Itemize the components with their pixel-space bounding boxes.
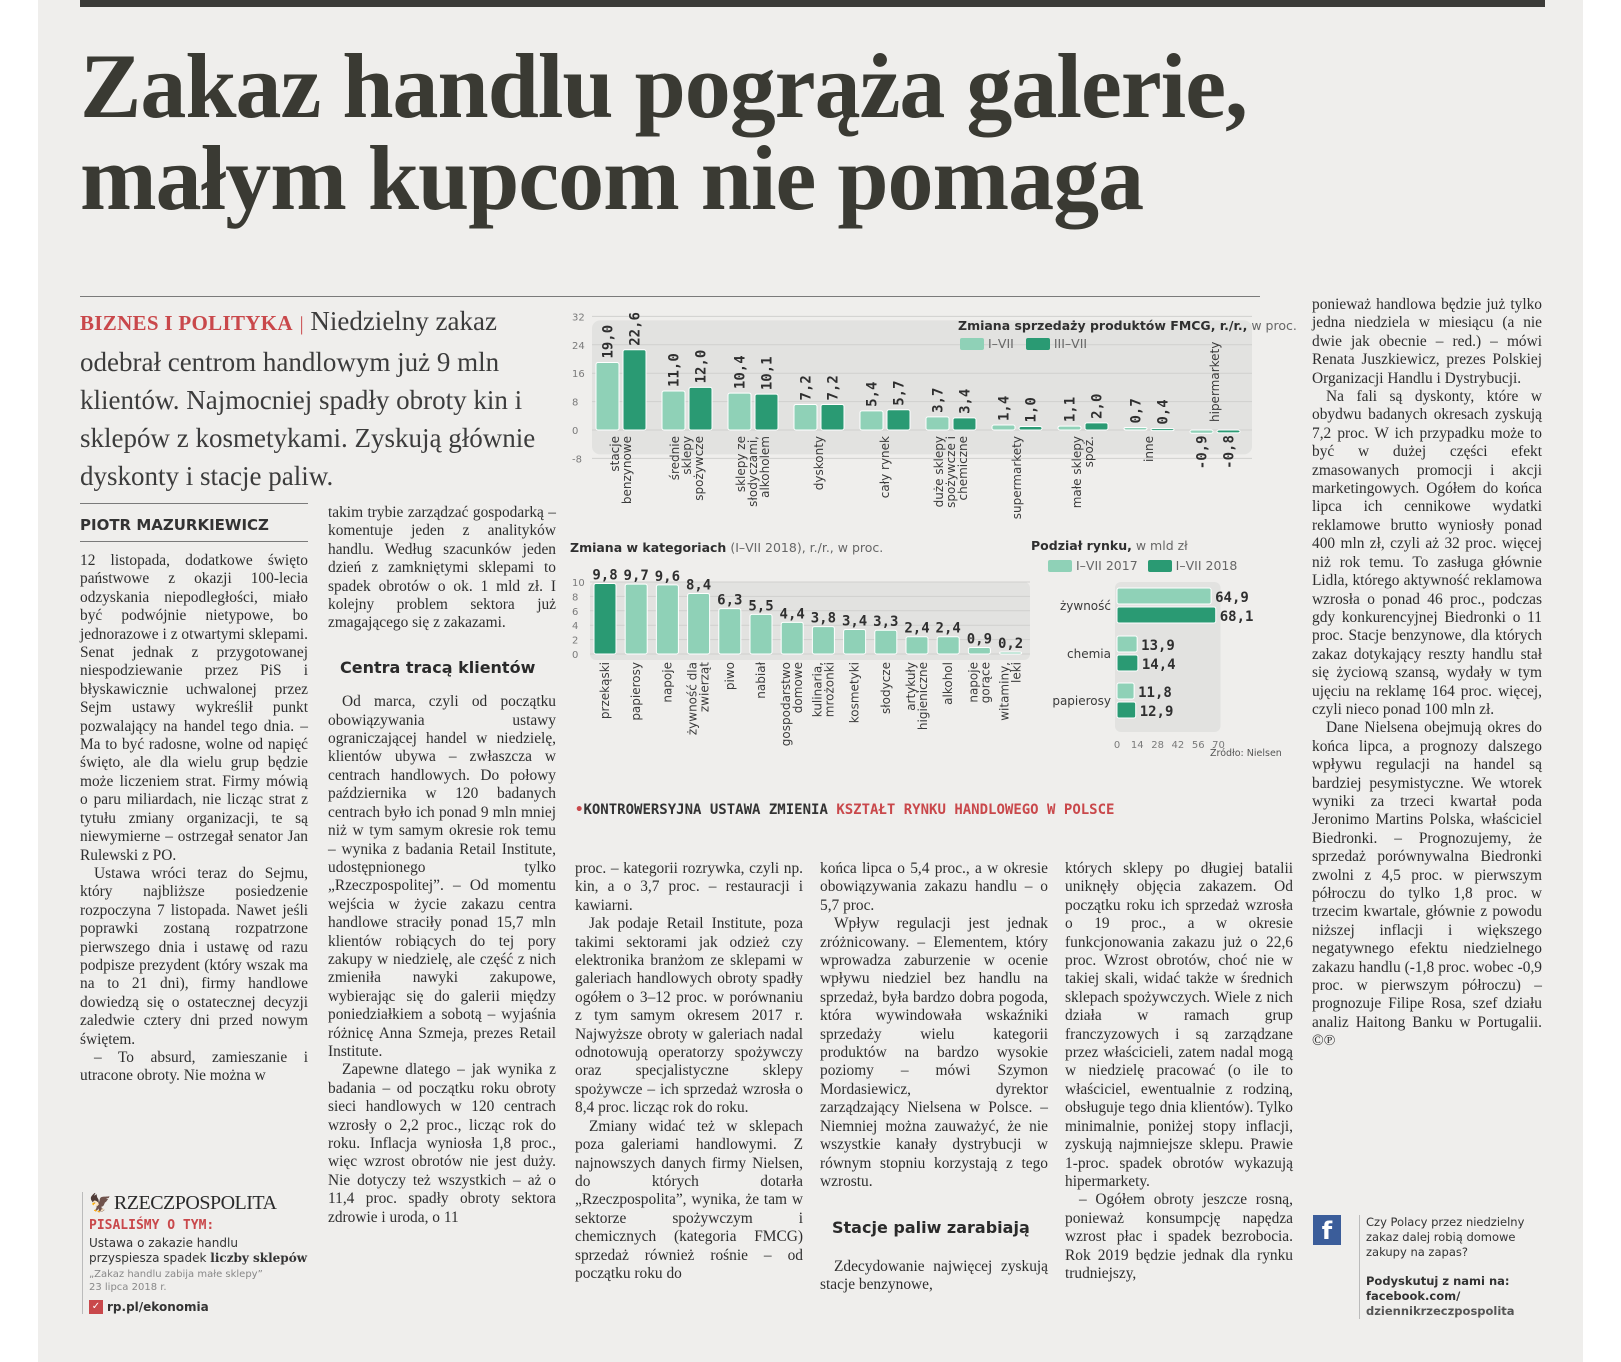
fmcg-legend (960, 336, 1087, 351)
promo-quote: „Zakaz handlu zabija małe sklepy” (89, 1269, 263, 1280)
x-tick-label: 0 (1113, 740, 1121, 751)
category-label: żywność dla (685, 662, 700, 736)
bar (594, 583, 616, 654)
bar (656, 585, 678, 654)
category-label: witaminy, (997, 662, 1012, 721)
bar-value-label: 3,7 (930, 387, 947, 413)
section-kicker: BIZNES I POLITYKA (80, 311, 293, 335)
facebook-question: Czy Polacy przez niedzielny zakaz dalej robią domowe zakupy na zapas? (1366, 1215, 1525, 1259)
legend-label: I–VII (988, 336, 1014, 351)
chart-source: Źródło: Nielsen (1210, 748, 1282, 759)
facebook-icon[interactable]: f (1313, 1215, 1341, 1245)
bar-value-label: 11,0 (666, 353, 683, 387)
bar (719, 609, 741, 654)
y-tick-label: 4 (572, 621, 579, 633)
bar-value-label: 22,6 (627, 312, 644, 346)
bar (906, 637, 928, 654)
legend-item (1148, 558, 1238, 573)
category-label: chemiczne (956, 436, 970, 501)
bar-i-vii (794, 404, 817, 430)
paragraph: Zmiany widać też w sklepach poza galeriami handlowymi. Z najnowszych danych firmy Nielsen, do których dotarła „Rzeczpospolita”, wynika, że tam w sektorze spożywczym i chemicznych (kategoria FMCG) sprzedaż również rośnie – od początku roku do (575, 1117, 803, 1282)
category-label: papierosy (629, 662, 644, 721)
market-legend (1048, 558, 1237, 573)
author-byline: PIOTR MAZURKIEWICZ (80, 516, 269, 534)
bar-value-label: 8,4 (685, 577, 712, 594)
promo-label: PISALIŚMY O TYM: (89, 1218, 215, 1233)
article-lead (80, 302, 555, 495)
paragraph: takim trybie zarządzać gospodarką – komentuje jeden z analityków handlu. Według szacunków jeden dzień z zamkniętymi sklepami to spadek obrotów o ok. 1 mld zł. I kolejny problem sektora już zmagającego się z zakazami. (328, 504, 556, 632)
category-label: słodyczami, (746, 436, 760, 507)
bar-value-label: 2,0 (1089, 393, 1106, 419)
paragraph: 12 listopada, dodatkowe święto państwowe z okazji 100-lecia odzyskania niepodległości, miało być podwójnie nietypowe, bo jednorazowe i z otwartymi sklepami. Senat jednak z przygotowanej niespodziewanie przez PiS i błyskawicznie uchwalonej przez Sejm ustawy wykreślił punkt pozwalający na handel tego dnia. – Ma to być radosne, wolne od napięć święto, ale dla wielu grup będzie może liczeniem strat. Firmy mówią o paru miliardach, nie licząc strat z tytułu zmiany organizacji, te są niewymierne – ostrzegał senator Jan Rulewski z PO. (80, 552, 308, 864)
headline-line-2: małym kupcom nie pomaga (80, 127, 1144, 229)
banner-part-1: KONTROWERSYJNA USTAWA ZMIENIA (583, 802, 828, 818)
category-label: piwo (722, 662, 737, 691)
paragraph: Jak podaje Retail Institute, poza takimi sektorami jak odzież czy elektronika branżom ze sklepami w galeriach handlowych obroty spadły ogółem o 3–12 proc. w porównaniu z tym samym okresem 2017 r. Najwyższe obroty w galeriach nadal odnotowują operatorzy spożywczy oraz specjalistyczne sklepy spożywcze – ich sprzedaż wzrosła o 8,4 proc. licząc rok do roku. (575, 915, 803, 1117)
bar (781, 622, 803, 654)
paragraph: Od marca, czyli od początku obowiązywania ustawy ograniczającej handel w niedzielę, klientów ubywa – zwłaszcza w centrach handlowych. Do połowy października w 120 badanych centrach było ich ponad 9 mln mniej niż w tym samym okresie rok temu – wynika z badania Retail Institute, udostępnionego tylko „Rzeczpospolitej”. – Od momentu wejścia w życie zakazu centra handlowe straciły ponad 15,7 mln klientów robiących do tej pory zakupy w niedzielę, ale część z nich zmieniła nawyki zakupowe, wybierając się do galerii między poniedziałkiem a sobotą – wyjaśnia różnicę Anna Szmeja, prezes Retail Institute. (328, 693, 556, 1060)
lead-top-rule (80, 296, 1260, 297)
category-label: stacje (608, 436, 622, 472)
promo-headline[interactable] (89, 1236, 310, 1266)
category-label: średnie (668, 436, 682, 481)
legend-item (1026, 336, 1087, 351)
y-tick-label: 16 (572, 369, 585, 381)
category-label: napoje (966, 662, 981, 703)
article-column-5 (1065, 860, 1293, 1283)
category-label: słodycze (878, 662, 893, 715)
y-tick-label: 8 (572, 397, 579, 409)
bar-i-vii (1058, 426, 1081, 430)
bar-iii-vii (689, 387, 712, 430)
bar-value-label: 10,4 (732, 355, 749, 390)
bar-value-label: 0,2 (997, 636, 1024, 652)
bar (1000, 652, 1022, 654)
paragraph: końca lipca o 5,4 proc., a w okresie obowiązywania zakazu handlu – o 5,7 proc. (820, 860, 1048, 914)
headline-line-1: Zakaz handlu pogrąża galerie, (80, 35, 1248, 137)
legend-swatch-dark (1026, 338, 1050, 350)
bar-value-label: 3,4 (957, 388, 974, 414)
bar (875, 630, 897, 654)
category-label: spożywcze i (944, 436, 958, 508)
bar-i-vii (926, 417, 949, 430)
bar-2017 (1117, 588, 1211, 604)
paragraph: proc. – kategorii rozrywka, czyli np. kin, a o 3,7 proc. – restauracji i kawiarni. (575, 860, 803, 914)
bar-i-vii (596, 363, 619, 430)
category-label: sklepy (680, 436, 694, 475)
promo-date: 23 lipca 2018 r. (89, 1282, 167, 1293)
categories-chart-title (570, 540, 883, 555)
bar-value-label: 3,3 (873, 614, 899, 631)
bar-value-label: 1,0 (1023, 397, 1040, 423)
bar-2018 (1117, 702, 1136, 718)
market-share-chart (1025, 580, 1265, 755)
bar-iii-vii (1019, 426, 1042, 430)
article-column-1 (80, 552, 308, 1086)
category-label: higieniczne (916, 662, 930, 731)
paragraph: Wpływ regulacji jest jednak zróżnicowany. – Elementem, który wprowadza zaburzenie w ocenie wpływu niedziel bez handlu na sprzedaż, była bardzo dobra pogoda, która wywindowała wskaźniki sprzedaży wielu kategorii produktów na bardzo wysokie poziomy – mówi Szymon Mordasiewicz, dyrektor zarządzający Nielsena w Polsce. – Niemniej można zauważyć, że nie wszystkie kanały dystrybucji w równym stopniu korzystają z tego wzrostu. (820, 915, 1048, 1190)
category-label: leki (1009, 662, 1024, 683)
promo-headline-bold: liczby sklepów (210, 1251, 308, 1265)
bar-i-vii (728, 393, 751, 430)
bar (937, 637, 959, 654)
category-label: cały rynek (878, 436, 892, 499)
fmcg-sales-chart (570, 300, 1290, 540)
bar-value-label: 68,1 (1219, 609, 1254, 625)
y-tick-label: 32 (572, 312, 585, 324)
bar-value-label: 9,8 (592, 567, 618, 584)
legend-label: I–VII 2018 (1175, 558, 1238, 573)
category-label: supermarkety (1010, 436, 1024, 520)
paragraph: Dane Nielsena obejmują okres do końca lipca, a prognozy dalszego wpływu regulacji na handel są bardziej pesymistyczne. We wtorek wyniki za trzeci kwartał poda Jeronimo Martins Polska, właściciel Biedronki. – Prognozujemy, że sprzedaż porównywalna Biedronki zwolni z 4,5 proc. w pierwszym półroczu do tylko 1,8 proc. w trzecim kwartale, głównie z powodu niższej inflacji i większego negatywnego efektu niedzielnego zakazu handlu (-1,8 proc. wobec -0,9 proc. w pierwszym półroczu) – prognozuje Filipe Rosa, szef działu analiz Haitong Banku w Portugalii. ©℗ (1312, 719, 1542, 1050)
bar-value-label: 7,2 (825, 375, 842, 401)
category-label: domowe (791, 662, 806, 714)
category-label: hipermarkety (1208, 341, 1222, 422)
categories-chart (570, 558, 1030, 758)
paragraph: których sklepy po długiej batalii uniknęły objęcia zakazem. Od początku roku ich sprzedaż wzrosła o 19 proc., a w okresie funkcjonowania zakazu już o 22,6 proc. Wzrost obrotów, choć nie w takiej skali, widać także w średnich sklepach spożywczych. Wiele z nich działa w ramach grup franczyzowych i są zarządzane przez właścicieli, zatem nadal mogą w niedzielę pracować (o ile to właściciel, ewentualnie z rodziną, obsługuje tego dnia klientów). Tylko minimalnie, poniżej stopy inflacji, zyskują najmniejsze sklepu. Prawie 1-proc. spadek obrotów wykazują hipermarkety. (1065, 860, 1293, 1190)
bar-value-label: 0,9 (966, 631, 993, 648)
category-label: kosmetyki (847, 662, 862, 724)
bar-iii-vii (1085, 423, 1108, 430)
category-label: duże sklepy (932, 436, 946, 508)
banner-part-2: KSZTAŁT RYNKU HANDLOWEGO W POLSCE (836, 802, 1115, 818)
y-tick-label: 8 (572, 592, 579, 604)
bar-value-label: 64,9 (1215, 590, 1249, 606)
bar-value-label: 11,8 (1138, 685, 1172, 701)
bar-i-vii (992, 425, 1015, 430)
x-tick-label: 42 (1171, 740, 1185, 751)
bar (750, 614, 772, 654)
bar-value-label: 5,4 (864, 381, 881, 407)
charts-infographic (570, 300, 1297, 780)
bar-iii-vii (1151, 429, 1174, 431)
paragraph: – Ogółem obroty jeszcze rosną, ponieważ konsumpcję napędza wzrost płac i spadek bezrobocia. Rok 2019 będzie jednak dla rynku trudniejszy, (1065, 1191, 1293, 1282)
rzeczpospolita-logo (89, 1192, 310, 1215)
bar (968, 648, 990, 654)
bar (844, 630, 866, 654)
facebook-text (1359, 1215, 1543, 1319)
legend-label: I–VII 2017 (1076, 558, 1138, 573)
category-label: inne (1142, 436, 1156, 462)
category-label: spoż. (1082, 436, 1096, 468)
lead-text: Niedzielny zakaz odebrał centrom handlowym już 9 mln klientów. Najmocniej spadły obroty kin i sklepów z kosmetykami. Zyskują głównie dyskonty i stacje paliw. (80, 306, 536, 491)
bar-iii-vii (887, 410, 910, 430)
bar-value-label: 3,4 (841, 613, 868, 630)
category-label: alkoholem (758, 436, 772, 498)
y-tick-label: -8 (572, 454, 582, 466)
category-label: żywność (1059, 599, 1111, 613)
bar-i-vii (1124, 428, 1147, 430)
x-tick-label: 28 (1151, 740, 1164, 751)
category-label: artykuły (904, 662, 918, 711)
facebook-url[interactable]: facebook.com/ (1366, 1289, 1461, 1303)
bar-2018 (1117, 607, 1216, 623)
x-tick-label: 70 (1212, 740, 1225, 751)
legend-item (960, 336, 1014, 351)
bar-value-label: 1,4 (996, 395, 1013, 422)
bar-2018 (1117, 655, 1138, 671)
category-label: gorące (978, 662, 993, 704)
subheading-centra: Centra tracą klientów (340, 657, 536, 677)
y-tick-label: 0 (572, 426, 579, 437)
bar-iii-vii (755, 394, 778, 430)
category-label: mrożonki (822, 662, 837, 718)
category-label: spożywcze (692, 436, 706, 501)
bar (688, 594, 710, 654)
bar-value-label: 0,7 (1128, 398, 1145, 424)
categories-title-bold: Zmiana w kategoriach (570, 540, 727, 555)
legend-label: III–VII (1053, 336, 1088, 351)
bar (812, 627, 834, 654)
y-tick-label: 0 (572, 650, 579, 661)
bar-value-label: 7,2 (798, 375, 815, 401)
category-label: dyskonty (812, 436, 826, 491)
paragraph: Zdecydowanie najwięcej zyskują stacje benzynowe, (820, 1257, 1048, 1294)
category-label: gospodarstwo (779, 662, 794, 747)
bar-iii-vii (1217, 430, 1240, 433)
bar-value-label: 19,0 (600, 324, 617, 359)
article-column-3 (575, 860, 803, 1283)
bar-value-label: 5,7 (891, 380, 908, 406)
bar-value-label: 0,4 (1155, 399, 1172, 425)
y-tick-label: 6 (572, 606, 579, 618)
bar-2017 (1117, 683, 1134, 699)
facebook-handle[interactable]: dziennikrzeczpospolita (1366, 1304, 1515, 1318)
category-label: benzynowe (620, 436, 634, 505)
bar-value-label: 10,1 (759, 356, 776, 391)
bar-value-label: -0,8 (1221, 435, 1238, 469)
paragraph: Ustawa wróci teraz do Sejmu, który najbliższe posiedzenie rozpoczyna 7 listopada. Nawet jeśli poprawki zostaną rozpatrzone pierwszego dnia i ustawę od razu podpisze prezydent (który wszak ma na to 21 dni), firmy handlowe dowiedzą się o ostatecznej decyzji zaledwie cztery dni przed nowym świętem. (80, 864, 308, 1048)
categories-title-sub: (I–VII 2018), r./r., w proc. (730, 540, 884, 555)
logo-text: RZECZPOSPOLITA (113, 1192, 277, 1214)
article-headline (80, 35, 1540, 229)
paragraph: – To absurd, zamieszanie i utracone obroty. Nie można w (80, 1048, 308, 1085)
article-column-6 (1312, 296, 1542, 1051)
bar-iii-vii (821, 404, 844, 430)
bar-value-label: 6,3 (717, 592, 743, 609)
fmcg-title-bold: Zmiana sprzedaży produktów FMCG, r./r., (958, 318, 1248, 333)
bar-value-label: 14,4 (1141, 657, 1176, 673)
market-chart-title (1031, 538, 1188, 553)
bar-i-vii (1190, 430, 1213, 433)
bar-value-label: 5,5 (748, 598, 774, 615)
bar-i-vii (860, 411, 883, 430)
bar-iii-vii (623, 350, 646, 430)
legend-swatch-dark (1148, 560, 1172, 572)
category-label: zwierząt (697, 662, 712, 713)
bar-value-label: 12,0 (693, 349, 710, 384)
legend-swatch-light (1048, 560, 1072, 572)
top-rule (80, 0, 1545, 7)
bar-i-vii (662, 391, 685, 430)
promo-link[interactable] (89, 1300, 310, 1314)
category-label: przekąski (598, 662, 612, 720)
eagle-icon: 🦅 (89, 1193, 111, 1213)
category-label: sklepy ze (734, 436, 748, 493)
promo-link-text[interactable]: rp.pl/ekonomia (107, 1300, 209, 1314)
bar-value-label: 2,4 (935, 620, 961, 637)
category-label: nabiał (754, 662, 768, 699)
rp-icon: ✓ (89, 1300, 103, 1314)
category-label: papierosy (1052, 694, 1111, 708)
category-label: alkohol (941, 662, 956, 705)
bar-value-label: 4,4 (779, 606, 805, 623)
x-tick-label: 14 (1130, 740, 1144, 751)
bar-value-label: 9,6 (654, 568, 681, 585)
author-bottom-rule (80, 541, 308, 542)
banner-bullet: • (575, 802, 584, 818)
legend-swatch-light (960, 338, 984, 350)
category-label: napoje (660, 662, 675, 703)
bar-value-label: 13,9 (1141, 638, 1175, 654)
bar-value-label: 9,7 (623, 568, 649, 585)
promo-headline-plain: Ustawa o zakazie handlu przyspiesza spadek (89, 1236, 238, 1265)
facebook-cta: Podyskutuj z nami na: (1366, 1274, 1510, 1288)
x-tick-label: 56 (1191, 740, 1205, 751)
category-label: małe sklepy (1070, 436, 1084, 509)
bar-value-label: 1,1 (1062, 396, 1079, 423)
bar-value-label: 3,8 (810, 610, 837, 627)
y-tick-label: 10 (572, 578, 585, 589)
paragraph: Zapewne dlatego – jak wynika z badania – od początku roku obroty sieci handlowych w 120 centrach wzrosły o 2,2 proc., licząc rok do roku. Inflacja wyniosła 1,8 proc., więc wzrost obrotów nie jest duży. Nie dotyczy też wszystkich – aż o 11,4 proc. spadły obroty sektora zdrowie i uroda, o 11 (328, 1061, 556, 1226)
paragraph: Na fali są dyskonty, które w obydwu badanych okresach zyskują 7,2 proc. W ich przypadku może to być w dużej części efekt zmasowanych promocji i akcji marketingowych. Ogółem do końca lipca ich cennikowe wydatki reklamowe brutto wyniosły ponad 400 mln zł, czyli aż 32 proc. więcej niż rok temu. To zasługa głównie Lidla, którego aktywność reklamowa wzrosła o ponad 46 proc., podczas gdy konkurencyjnej Biedronki o 11 proc. Stacje benzynowe, dla których zakaz dotykający reszty handlu stał się życiową szansą, wydały w tym ujęciu na reklamę 164 proc. więcej, czyli nieco ponad 100 mln zł. (1312, 388, 1542, 718)
market-title-bold: Podział rynku, (1031, 538, 1132, 553)
subheading-stacje: Stacje paliw zarabiają (832, 1218, 1030, 1238)
paragraph: ponieważ handlowa będzie już tylko jedna niedziela w miesiącu (a nie dwie jak obecnie – red.) – mówi Renata Juszkiewicz, prezes Polskiej Organizacji Handlu i Dystrybucji. (1312, 296, 1542, 387)
category-label: chemia (1067, 647, 1111, 661)
author-rule (80, 503, 308, 504)
bar (625, 584, 647, 654)
bar-value-label: 2,4 (904, 620, 930, 637)
fmcg-chart-title (958, 318, 1297, 333)
bar-iii-vii (953, 418, 976, 430)
bar-2017 (1117, 636, 1137, 652)
category-label: kulinaria, (810, 662, 825, 718)
article-column-4 (820, 860, 1048, 1295)
article-column-2 (328, 504, 556, 1227)
related-article-promo[interactable] (82, 1192, 310, 1314)
legend-item (1048, 558, 1138, 573)
y-tick-label: 24 (572, 340, 585, 352)
fmcg-title-unit: w proc. (1251, 318, 1297, 333)
bar-value-label: 12,9 (1139, 704, 1174, 720)
market-title-unit: w mld zł (1135, 538, 1188, 553)
y-tick-label: 2 (572, 635, 579, 647)
bar-value-label: -0,9 (1194, 435, 1211, 470)
kicker-separator: | (299, 313, 304, 335)
infographic-banner (575, 802, 1114, 818)
